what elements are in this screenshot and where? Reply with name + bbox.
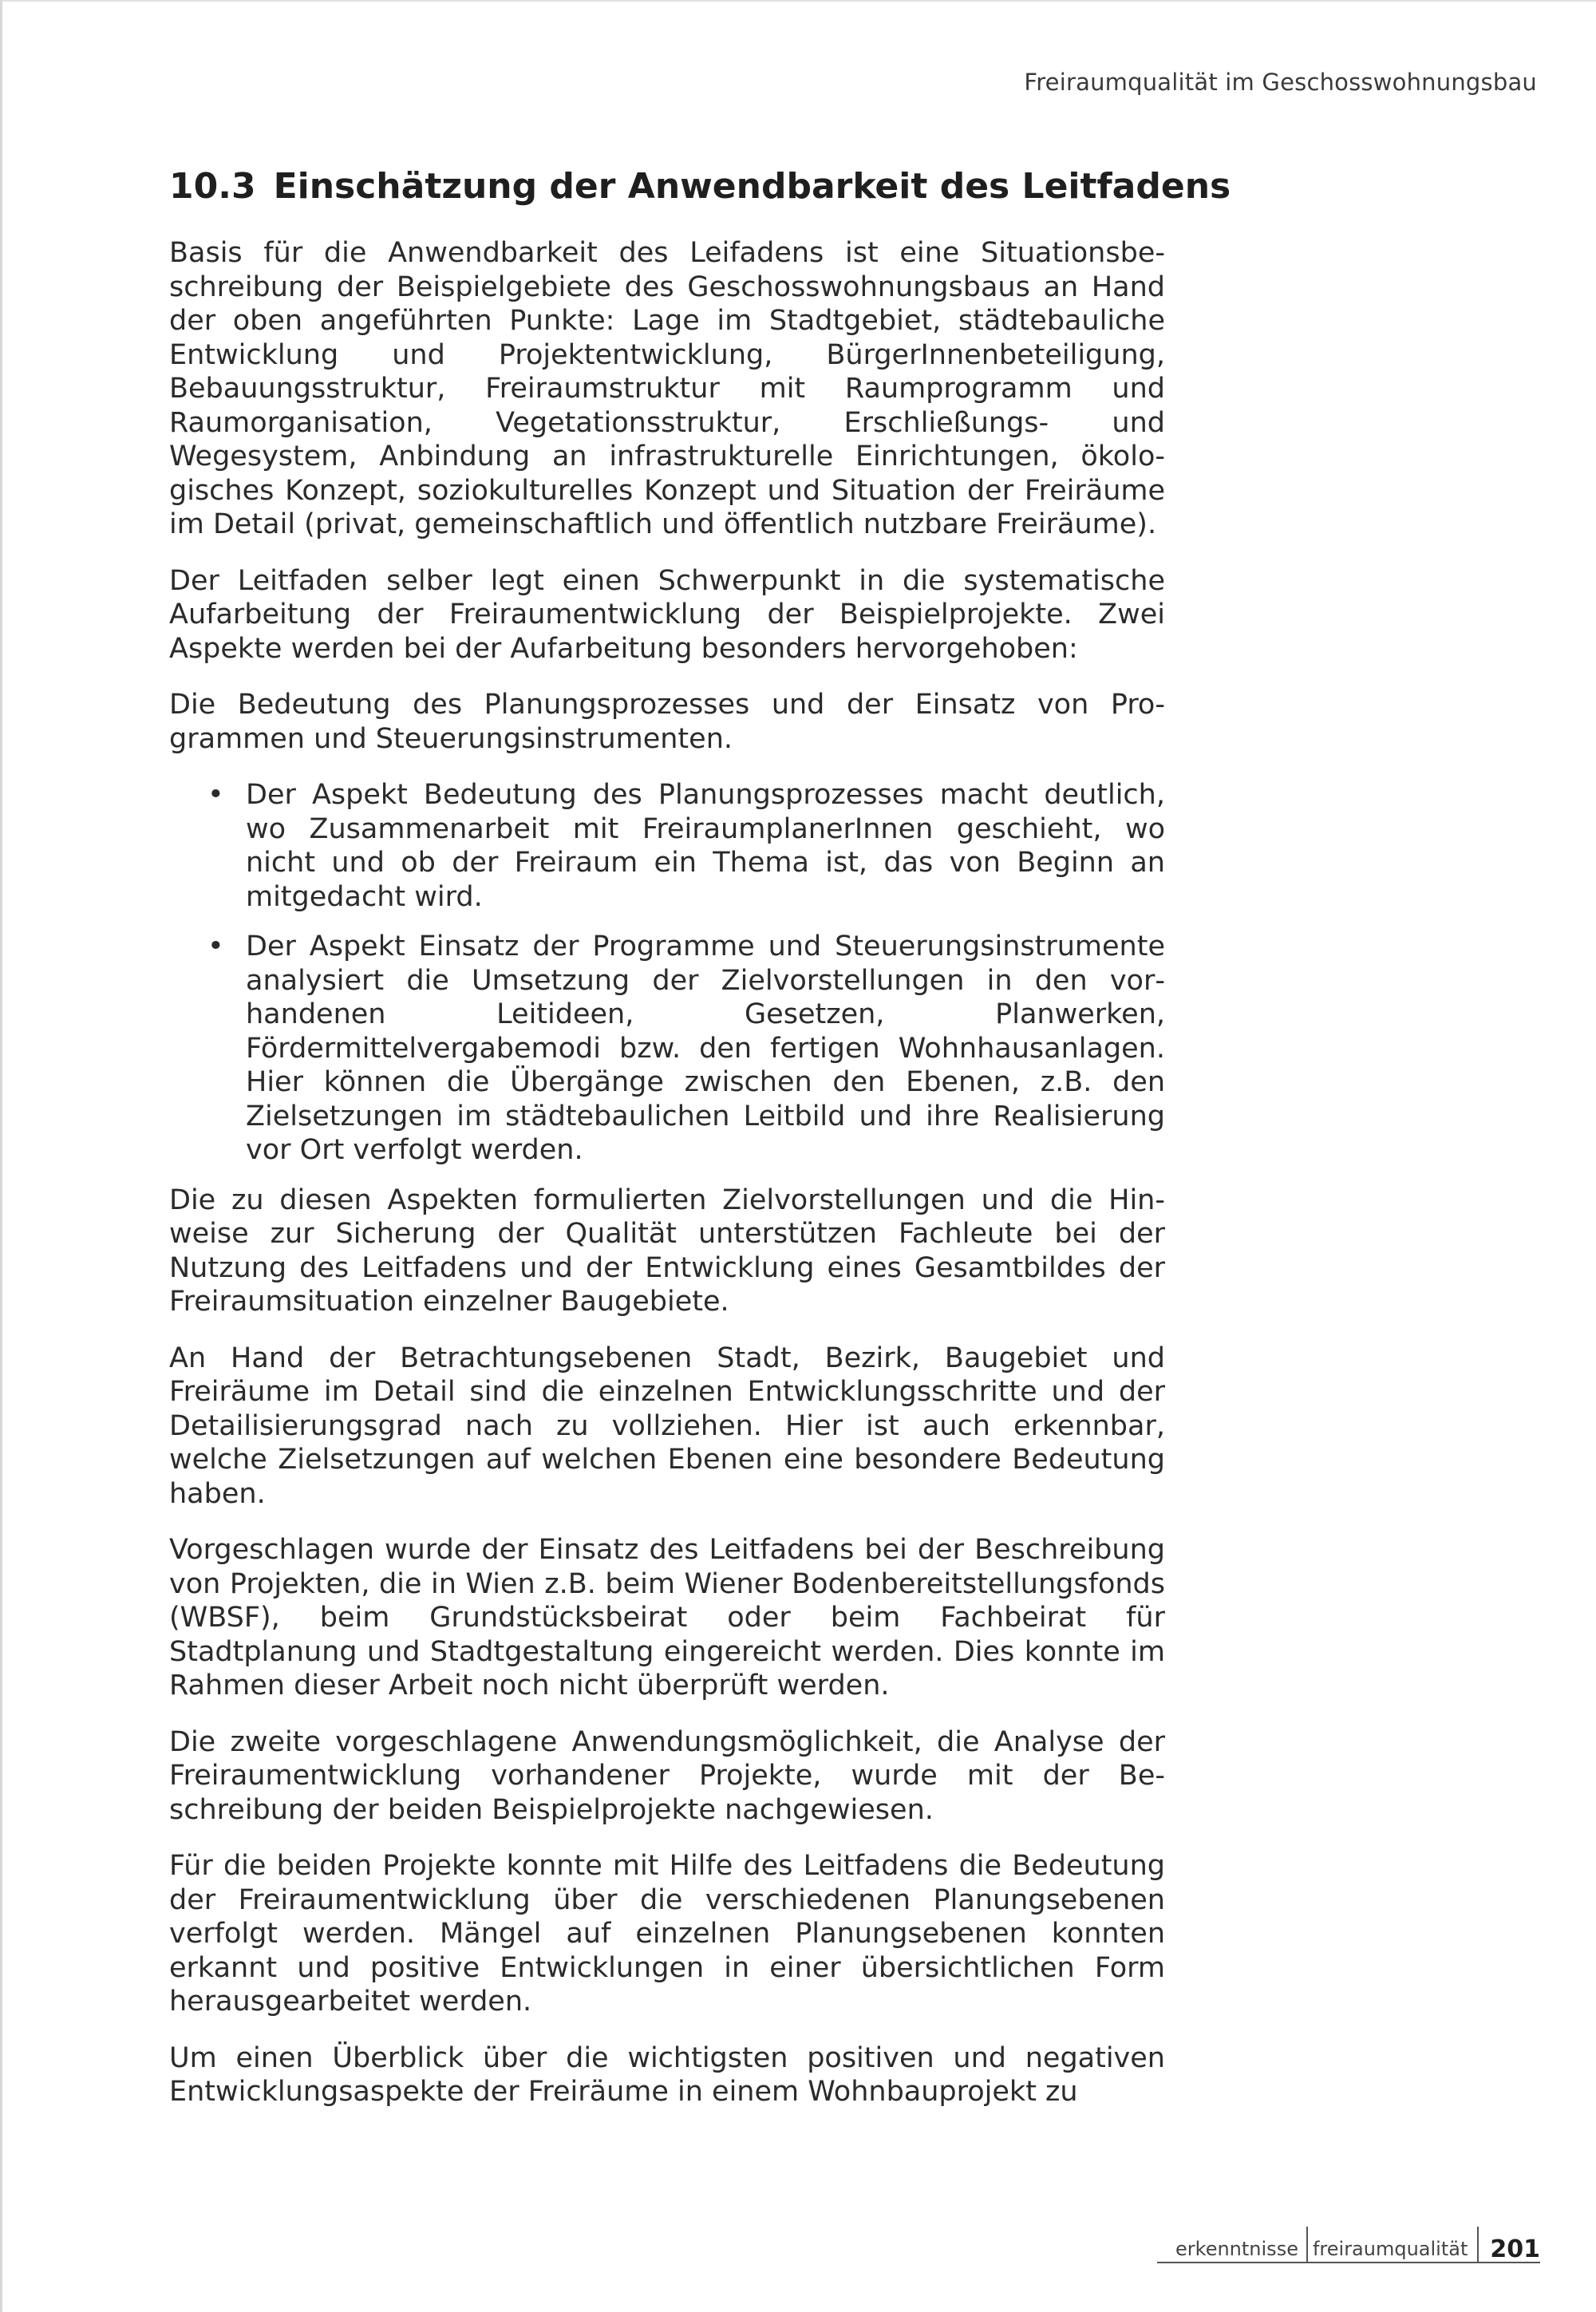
section-title: Einschätzung der Anwendbarkeit des Leitfadens: [273, 166, 1231, 207]
footer-chapter-label: erkenntnisse: [1175, 2238, 1298, 2260]
page-footer: [1175, 2227, 1540, 2263]
section-heading: [169, 166, 1231, 207]
paragraph-2: Der Leitfaden selber legt einen Schwerpunkt in die systematische Aufarbeitung der Freiraumentwicklung der Beispielprojekte. Zwei Aspekte werden bei der Aufarbeitung besonders hervorgehoben:: [169, 564, 1165, 665]
running-header: Freiraumqualität im Geschosswohnungsbau: [1024, 69, 1537, 96]
footer-divider: [1306, 2227, 1308, 2263]
bullet-dot-icon: •: [207, 931, 224, 962]
list-item: [169, 930, 1165, 1168]
body-text: [169, 236, 1165, 2132]
bullet-list: [169, 778, 1165, 1168]
bullet-dot-icon: •: [207, 779, 224, 811]
paragraph-6: Vorgeschlagen wurde der Einsatz des Leitfadens bei der Beschreibung von Projekten, die in Wien z.B. beim Wiener Bodenbereitstellungsfonds (WBSF), beim Grundstücksbeirat oder beim Fachbeirat für Stadtplanung und Stadtgestaltung eingereicht werden. Dies konnte im Rahmen dieser Arbeit noch nicht überprüft werden.: [169, 1534, 1165, 1701]
paragraph-8: Für die beiden Projekte konnte mit Hilfe des Leitfadens die Bedeutung der Freiraumentwicklung über die verschiedenen Planungsebenen verfolgt werden. Mängel auf einzelnen Planungsebenen konnten erkannt und positive Entwicklungen in einer übersichtlichen Form herausgearbeitet werden.: [169, 1850, 1165, 2018]
scan-edge-left: [0, 0, 2, 2312]
section-number: 10.3: [169, 166, 256, 207]
paragraph-9: Um einen Überblick über die wichtigsten positiven und negativen Entwicklungsaspekte der Freiräume in einem Wohnbauprojekt zu: [169, 2041, 1165, 2108]
footer-divider: [1477, 2227, 1479, 2263]
footer-topic-label: freiraumqualität: [1312, 2238, 1468, 2260]
list-item-text: Der Aspekt Bedeutung des Planungsprozesses macht deutlich, wo Zusammenarbeit mit FreiraumplanerInnen geschieht, wo nicht und ob der Freiraum ein Thema ist, das von Beginn an mitgedacht wird.: [246, 779, 1165, 913]
list-item-text: Der Aspekt Einsatz der Programme und Steuerungsinstrumente analysiert die Umsetzung der Zielvorstellungen in den vorhandenen Leitideen, Gesetzen, Planwerken, Fördermittelvergabemodi bzw. den fertigen Wohnhausanlagen. Hier können die Übergänge zwischen den Ebenen, z.B. den Zielsetzungen im städtebaulichen Leitbild und ihre Realisierung vor Ort verfolgt werden.: [246, 931, 1165, 1166]
paragraph-1: Basis für die Anwendbarkeit des Leifadens ist eine Situationsbeschreibung der Beispielgebiete des Geschosswohnungsbaus an Hand der oben angeführten Punkte: Lage im Stadtgebiet, städtebauliche Entwicklung und Projektentwicklung, BürgerInnenbeteiligung, Bebauungsstruktur, Freiraumstruktur mit Raumprogramm und Raumorganisation, Vegetationsstruktur, Erschließungs- und Wegesystem, Anbindung an infrastrukturelle Einrichtungen, ökologisches Konzept, soziokulturelles Konzept und Situation der Freiräume im Detail (privat, gemeinschaftlich und öffentlich nutzbare Freiräume).: [169, 237, 1165, 540]
paragraph-3: Die Bedeutung des Planungsprozesses und der Einsatz von Programmen und Steuerungsinstrumenten.: [169, 689, 1165, 755]
paragraph-7: Die zweite vorgeschlagene Anwendungsmöglichkeit, die Analyse der Freiraumentwicklung vorhandener Projekte, wurde mit der Beschreibung der beiden Beispielprojekte nachgewiesen.: [169, 1725, 1165, 1826]
scan-edge-top: [0, 0, 1596, 2]
paragraph-4: Die zu diesen Aspekten formulierten Zielvorstellungen und die Hinweise zur Sicherung der Qualität unterstützen Fachleute bei der Nutzung des Leitfadens und der Entwicklung eines Gesamtbildes der Freiraumsituation einzelner Baugebiete.: [169, 1184, 1165, 1318]
paragraph-5: An Hand der Betrachtungsebenen Stadt, Bezirk, Baugebiet und Freiräume im Detail sind die einzelnen Entwicklungsschritte und der Detailisierungsgrad nach zu vollziehen. Hier ist auch erkennbar, welche Zielsetzungen auf welchen Ebenen eine besondere Bedeutung haben.: [169, 1342, 1165, 1510]
page-number: 201: [1490, 2235, 1540, 2263]
list-item: [169, 778, 1165, 914]
